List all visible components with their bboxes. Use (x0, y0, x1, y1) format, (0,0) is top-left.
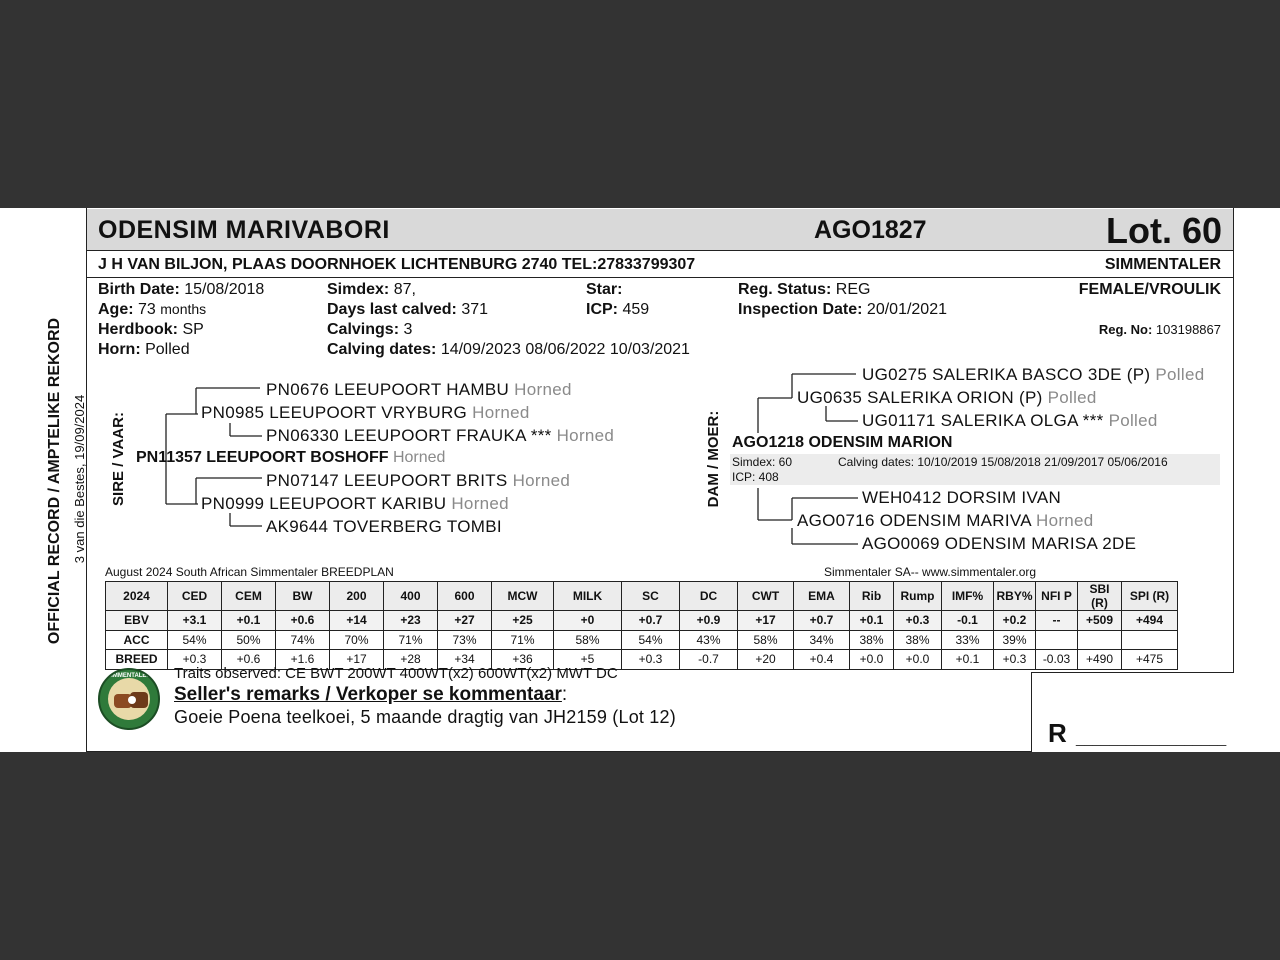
ebv-cell: 71% (492, 630, 554, 650)
remarks-title: Seller's remarks / Verkoper se kommentaar: (174, 684, 568, 705)
ebv-cell: 34% (794, 630, 850, 650)
price-input[interactable]: __________________ (1076, 730, 1227, 747)
ebv-header-cell: MILK (554, 582, 622, 611)
ebv-cell: 71% (384, 630, 438, 650)
acc-row (106, 630, 1178, 650)
sire-sire-sire: PN0676 LEEUPOORT HAMBU Horned (266, 380, 572, 399)
ebv-cell: 74% (276, 630, 330, 650)
ebv-header-cell: CEM (222, 582, 276, 611)
ebv-header-cell: Rib (850, 582, 894, 611)
ebv-header-cell: NFI P (1036, 582, 1078, 611)
ebv-header-cell: SPI (R) (1122, 582, 1178, 611)
ebv-cell: +34 (438, 650, 492, 670)
age: Age: 73 months (98, 301, 207, 318)
ebv-cell: +3.1 (168, 611, 222, 631)
official-record-label: OFFICIAL RECORD / AMPTELIKE REKORD (46, 317, 63, 645)
ebv-cell: 73% (438, 630, 492, 650)
ebv-cell: -0.03 (1036, 650, 1078, 670)
ebv-header-cell: CED (168, 582, 222, 611)
ebv-cell: +0.3 (994, 650, 1036, 670)
icp: ICP: 459 (586, 301, 650, 318)
ebv-header-cell: CWT (738, 582, 794, 611)
ebv-cell: -0.7 (680, 650, 738, 670)
ebv-cell: +1.6 (276, 650, 330, 670)
ebv-cell: 58% (554, 630, 622, 650)
ebv-cell: -0.1 (942, 611, 994, 631)
breedplan-title: August 2024 South African Simmentaler BREEDPLAN (105, 565, 394, 579)
sire-sire: PN0985 LEEUPOORT VRYBURG Horned (201, 403, 530, 422)
ebv-cell: -- (1036, 611, 1078, 631)
ebv-cell: +27 (438, 611, 492, 631)
calving-dates: Calving dates: 14/09/2023 08/06/2022 10/03/2021 (327, 341, 690, 358)
ebv-cell: +28 (384, 650, 438, 670)
ebv-cell: 50% (222, 630, 276, 650)
price-symbol: R (1048, 718, 1067, 748)
ebv-cell: 38% (894, 630, 942, 650)
inspection-date: Inspection Date: 20/01/2021 (738, 301, 947, 318)
ebv-cell (1078, 630, 1122, 650)
remarks-text: Goeie Poena teelkoei, 5 maande dragtig van JH2159 (Lot 12) (174, 707, 676, 727)
ebv-header-cell: SC (622, 582, 680, 611)
dam-sire-dam: UG01171 SALERIKA OLGA *** Polled (862, 411, 1158, 430)
ebv-cell: +17 (738, 611, 794, 631)
ebv-cell: +0.0 (894, 650, 942, 670)
ebv-row-label: BREED (106, 650, 168, 670)
ebv-header-cell: MCW (492, 582, 554, 611)
ebv-cell: +5 (554, 650, 622, 670)
ebv-cell: 70% (330, 630, 384, 650)
ebv-cell: +0.2 (994, 611, 1036, 631)
dam-label: DAM / MOER: (705, 410, 722, 508)
herdbook: Herdbook: SP (98, 321, 204, 338)
ebv-row (106, 611, 1178, 631)
dam-dam-dam: AGO0069 ODENSIM MARISA 2DE (862, 534, 1137, 553)
ebv-cell: +494 (1122, 611, 1178, 631)
animal-name: ODENSIM MARIVABORI (98, 216, 390, 244)
ebv-cell: +0.3 (894, 611, 942, 631)
days-last-calved: Days last calved: 371 (327, 301, 489, 318)
ebv-cell: 54% (622, 630, 680, 650)
ebv-cell: +17 (330, 650, 384, 670)
ebv-cell: +0.6 (222, 650, 276, 670)
breedplan-website: Simmentaler SA-- www.simmentaler.org (824, 565, 1037, 579)
reg-status: Reg. Status: REG (738, 281, 871, 298)
price-box-top-border (1032, 672, 1234, 673)
ebv-cell: +0.3 (622, 650, 680, 670)
ebv-cell: +0.7 (622, 611, 680, 631)
calvings: Calvings: 3 (327, 321, 413, 338)
traits-observed: Traits observed: CE BWT 200WT 400WT(x2) 600WT(x2) MWT DC (174, 665, 618, 682)
ebv-cell: +0.9 (680, 611, 738, 631)
ebv-header-cell: DC (680, 582, 738, 611)
ebv-cell: +0.4 (794, 650, 850, 670)
record-page (0, 208, 1280, 752)
dam-sire-sire: UG0275 SALERIKA BASCO 3DE (P) Polled (862, 365, 1205, 384)
ebv-cell: 33% (942, 630, 994, 650)
star: Star: (586, 281, 623, 298)
sire-label: SIRE / VAAR: (110, 412, 127, 506)
ebv-cell: +490 (1078, 650, 1122, 670)
ebv-cell: 58% (738, 630, 794, 650)
ebv-cell: +0.6 (276, 611, 330, 631)
dam-name: AGO1218 ODENSIM MARION (732, 434, 953, 451)
ebv-cell: 43% (680, 630, 738, 650)
ebv-header-cell: RBY% (994, 582, 1036, 611)
price-box-left-border (1031, 672, 1032, 752)
ebv-header-cell: SBI (R) (1078, 582, 1122, 611)
ebv-cell: +14 (330, 611, 384, 631)
ebv-cell: 39% (994, 630, 1036, 650)
ebv-header-row (106, 582, 1178, 611)
ebv-header-cell: 600 (438, 582, 492, 611)
reg-number: Reg. No: 103198867 (1098, 322, 1221, 337)
ebv-header-cell: IMF% (942, 582, 994, 611)
sire-dam-sire: PN07147 LEEUPOORT BRITS Horned (266, 471, 571, 490)
ebv-header-cell: 200 (330, 582, 384, 611)
ebv-cell: +0 (554, 611, 622, 631)
dam-calving-dates: Calving dates: 10/10/2019 15/08/2018 21/09/2017 05/06/2016 (838, 455, 1168, 469)
ebv-header-cell: 2024 (106, 582, 168, 611)
ebv-cell: +0.1 (222, 611, 276, 631)
dam-sire: UG0635 SALERIKA ORION (P) Polled (797, 388, 1097, 407)
sire-dam: PN0999 LEEUPOORT KARIBU Horned (201, 494, 509, 513)
ebv-cell: +23 (384, 611, 438, 631)
ebv-header-cell: 400 (384, 582, 438, 611)
ebv-cell: +36 (492, 650, 554, 670)
breed-name: SIMMENTALER (1104, 256, 1221, 273)
sire-dam-dam: AK9644 TOVERBERG TOMBI (266, 517, 502, 536)
sire-sire-dam: PN06330 LEEUPOORT FRAUKA *** Horned (266, 426, 615, 445)
ebv-cell: +20 (738, 650, 794, 670)
ebv-header-cell: EMA (794, 582, 850, 611)
ebv-cell: 38% (850, 630, 894, 650)
owner-line: J H VAN BILJON, PLAAS DOORNHOEK LICHTENBURG 2740 TEL:27833799307 (98, 256, 696, 273)
ebv-header-cell: BW (276, 582, 330, 611)
simmentaler-logo: SIMMENTALER (98, 668, 160, 730)
record-date: 3 van die Bestes, 19/09/2024 (72, 394, 87, 564)
ebv-cell: +475 (1122, 650, 1178, 670)
animal-id: AGO1827 (814, 216, 927, 244)
ebv-cell: +0.1 (942, 650, 994, 670)
ebv-table (105, 581, 1178, 670)
sire: PN11357 LEEUPOORT BOSHOFF Horned (136, 449, 446, 466)
ebv-cell: +25 (492, 611, 554, 631)
lot-number: Lot. 60 (1105, 210, 1222, 251)
ebv-cell: +0.7 (794, 611, 850, 631)
horn: Horn: Polled (98, 341, 190, 358)
ebv-cell: +0.3 (168, 650, 222, 670)
ebv-cell: +0.1 (850, 611, 894, 631)
ebv-header-cell: Rump (894, 582, 942, 611)
ebv-row-label: EBV (106, 611, 168, 631)
dam-simdex: Simdex: 60 (732, 455, 793, 469)
birth-date: Birth Date: 15/08/2018 (98, 281, 265, 298)
dam-dam: AGO0716 ODENSIM MARIVA Horned (797, 511, 1094, 530)
ebv-row-label: ACC (106, 630, 168, 650)
simdex: Simdex: 87, (327, 281, 416, 298)
dam-dam-sire: WEH0412 DORSIM IVAN (862, 488, 1062, 507)
ebv-cell: 54% (168, 630, 222, 650)
ebv-cell (1036, 630, 1078, 650)
ebv-cell (1122, 630, 1178, 650)
dam-icp: ICP: 408 (732, 470, 779, 484)
sex: FEMALE/VROULIK (1078, 281, 1221, 298)
ebv-cell: +0.0 (850, 650, 894, 670)
ebv-cell: +509 (1078, 611, 1122, 631)
